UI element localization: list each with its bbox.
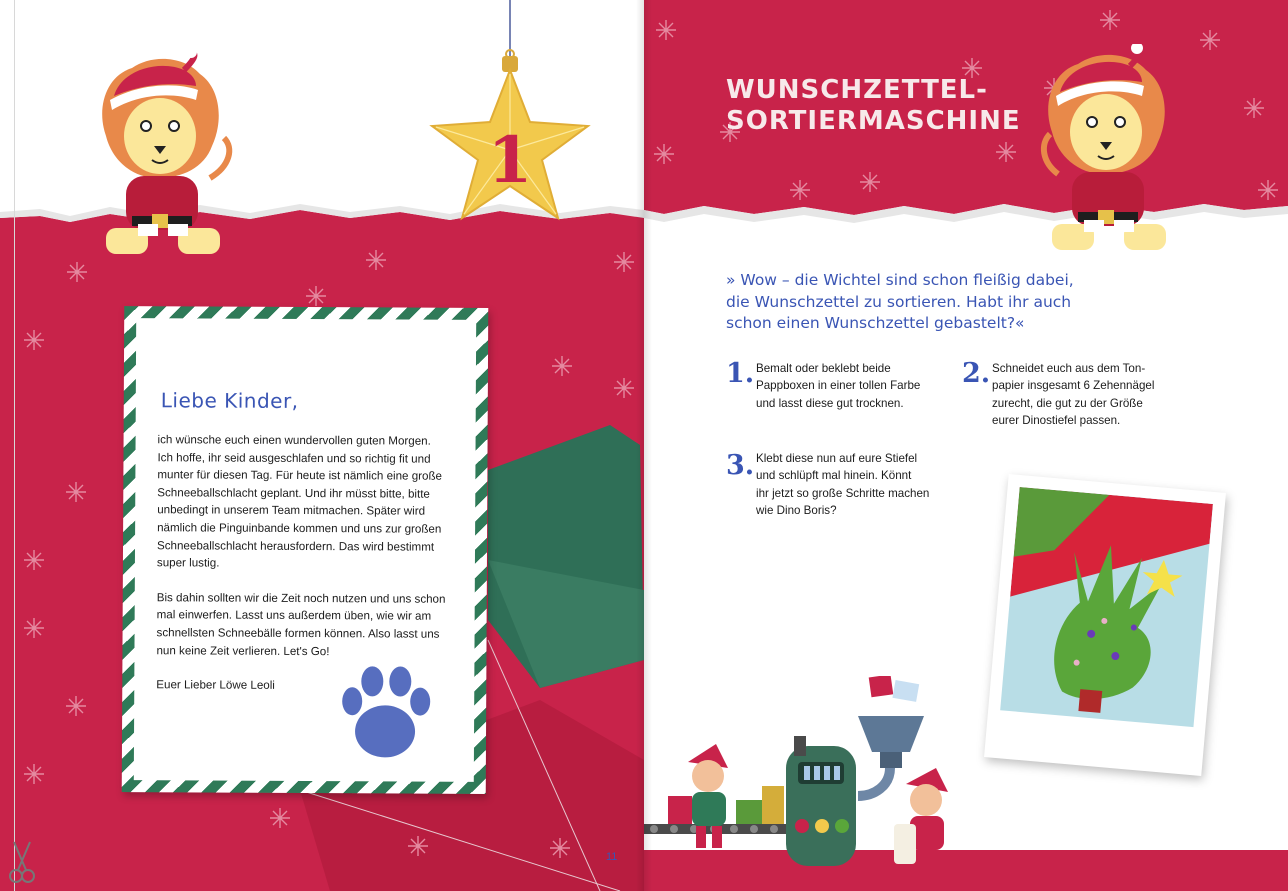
step-text: Bemalt oder beklebt beide Pappboxen in einer tollen Farbe und lasst diese gut trocknen.	[756, 362, 921, 410]
page-title-line: WUNSCHZETTEL-	[726, 75, 988, 105]
book-gutter	[636, 0, 652, 891]
step-number: 3.	[726, 450, 755, 481]
craft-photo-image	[1000, 487, 1213, 727]
snowflake-icon	[366, 250, 386, 270]
snowflake-icon	[1200, 30, 1220, 50]
page-title-line: SORTIERMASCHINE	[726, 106, 1021, 136]
letter-greeting: Liebe Kinder,	[160, 388, 299, 413]
snowflake-icon	[996, 142, 1016, 162]
right-page	[644, 0, 1288, 891]
step-text: Klebt diese nun auf eure Stiefel und schlüpft mal hinein. Könnt ihr jetzt so große Schritte machen wie Dino Boris?	[756, 452, 930, 518]
snowflake-icon	[66, 696, 86, 716]
snowflake-icon	[1100, 10, 1120, 30]
letter-paper	[134, 318, 476, 782]
snowflake-icon	[24, 330, 44, 350]
step-text: Schneidet euch aus dem Ton- papier insgesamt 6 Zehennägel zurecht, die gut zu der Größe eurer Dinostiefel passen.	[992, 362, 1155, 428]
craft-photo	[984, 474, 1226, 776]
letter-signature: Euer Lieber Löwe Leoli	[156, 678, 275, 692]
lion-icon	[92, 48, 242, 260]
snowflake-icon	[614, 378, 634, 398]
step-number: 1.	[726, 358, 755, 389]
snowflake-icon	[790, 180, 810, 200]
lion-icon	[1038, 44, 1188, 256]
snowflake-icon	[24, 618, 44, 638]
page-number: 11	[606, 851, 618, 863]
page-title	[726, 75, 1021, 137]
snowflake-icon	[66, 482, 86, 502]
snowflake-icon	[552, 356, 572, 376]
elf-icon	[894, 768, 948, 864]
letter-paragraph: Bis dahin sollten wir die Zeit noch nutzen und uns schon mal einwerfen. Lasst uns außerdem üben, wie wir am schnellsten Schneebälle formen können. Also lasst uns nun keine Zeit verlieren. Let's Go!	[156, 590, 446, 658]
snowflake-icon	[860, 172, 880, 192]
ornament-number: 1	[487, 123, 533, 198]
snowflake-icon	[1258, 180, 1278, 200]
step-number: 2.	[962, 358, 991, 389]
star-ornament-icon	[420, 0, 600, 240]
snowflake-icon	[24, 764, 44, 784]
snowflake-icon	[614, 252, 634, 272]
paw-print-icon	[330, 659, 441, 770]
scissors-icon	[4, 840, 40, 886]
snowflake-icon	[550, 838, 570, 858]
snowflake-icon	[408, 836, 428, 856]
letter-paragraph: ich wünsche euch einen wundervollen guten Morgen. Ich hoffe, ihr seid ausgeschlafen und so richtig fit und munter für diesen Tag. Für heute ist nämlich eine große Schneeballschlacht geplant. Und ihr müsst bitte, bitte unbedingt in unserem Team mitmachen. Später wird nämlich die Pinguinbande kommen und uns zur großen Schneeballschlacht herausfordern. Das wird bestimmt super lustig.	[156, 433, 443, 570]
snowflake-icon	[24, 550, 44, 570]
snowflake-icon	[656, 20, 676, 40]
sorting-machine-icon	[644, 676, 1004, 876]
hand-tree-picture	[1000, 487, 1213, 727]
snowflake-icon	[1244, 98, 1264, 118]
snowflake-icon	[654, 144, 674, 164]
snowflake-icon	[306, 286, 326, 306]
snowflake-icon	[67, 262, 87, 282]
letter-card	[122, 306, 489, 794]
intro-quote: » Wow – die Wichtel sind schon fleißig dabei, die Wunschzettel zu sortieren. Habt ihr auch schon einen Wunschzettel gebastelt?«	[726, 271, 1074, 332]
snowflake-icon	[270, 808, 290, 828]
